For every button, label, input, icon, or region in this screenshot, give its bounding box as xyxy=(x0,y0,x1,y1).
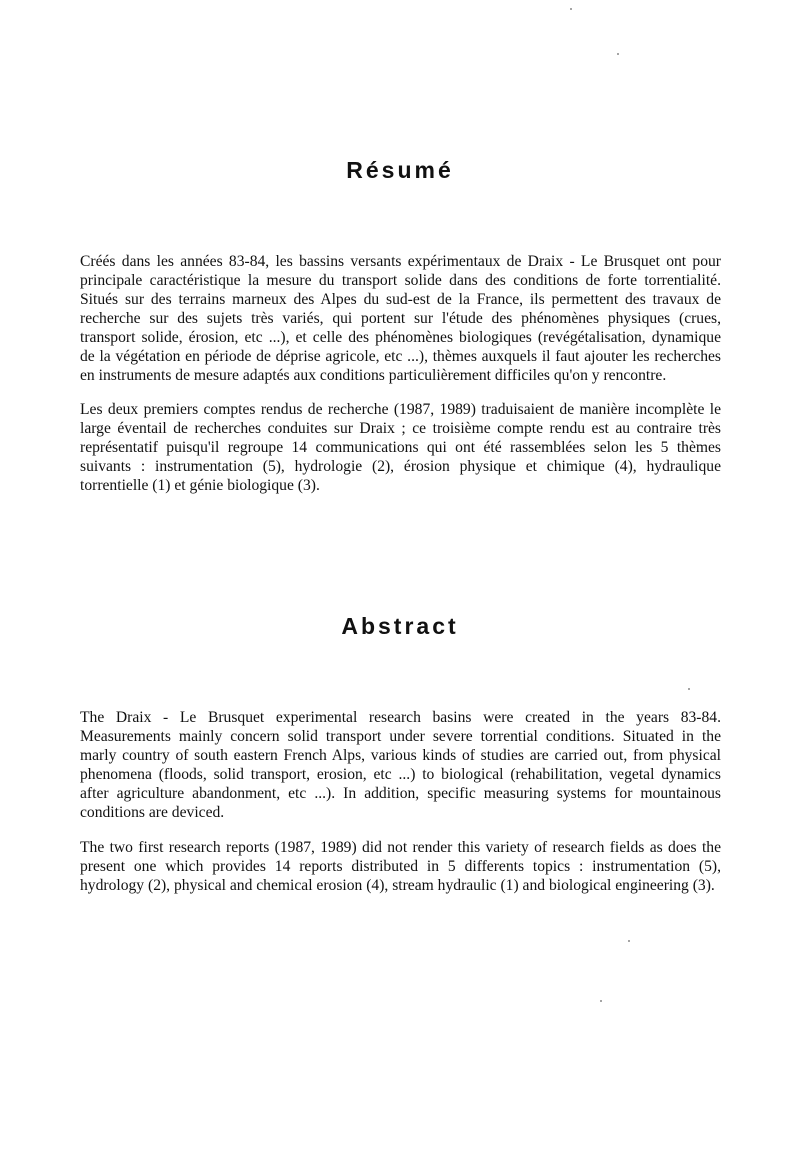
text-line: marly country of south eastern French Alps, various kinds of studies are carried out, from physical xyxy=(80,747,721,764)
text-line: Créés dans les années 83-84, les bassins versants expérimentaux de Draix - Le Brusquet ont pour xyxy=(80,253,721,270)
text-line: principale caractéristique la mesure du transport solide dans des conditions de forte torrentialité. xyxy=(80,272,721,289)
resume-paragraph-1 xyxy=(80,252,721,385)
text-line: suivants : instrumentation (5), hydrologie (2), érosion physique et chimique (4), hydraulique xyxy=(80,458,721,475)
text-line: recherche sur des sujets très variés, qui portent sur l'étude des phénomènes physiques (crues, xyxy=(80,310,721,327)
text-line: de la végétation en période de déprise agricole, etc ...), thèmes auxquels il faut ajouter les recherches xyxy=(80,348,721,365)
text-line: Measurements mainly concern solid transport under severe torrential conditions. Situated in the xyxy=(80,728,721,745)
text-line: after agriculture abandonment, etc ...). In addition, specific measuring systems for mountainous xyxy=(80,785,721,802)
text-line: conditions are deviced. xyxy=(80,804,225,821)
resume-title: Résumé xyxy=(346,157,454,183)
text-line: transport solide, érosion, etc ...), et celle des phénomènes biologiques (revégétalisation, dynamique xyxy=(80,329,721,346)
scan-speck xyxy=(600,1000,602,1002)
text-line: torrentielle (1) et génie biologique (3). xyxy=(80,477,320,494)
abstract-title: Abstract xyxy=(341,613,459,639)
resume-paragraph-2 xyxy=(80,400,721,495)
abstract-paragraph-2 xyxy=(80,838,721,895)
text-line: en instruments de mesure adaptés aux conditions particulièrement difficiles qu'on y rencontre. xyxy=(80,367,667,384)
text-line: large éventail de recherches conduites sur Draix ; ce troisième compte rendu est au contraire très xyxy=(80,420,721,437)
text-line: The Draix - Le Brusquet experimental research basins were created in the years 83-84. xyxy=(80,709,721,726)
text-line: Situés sur des terrains marneux des Alpes du sud-est de la France, ils permettent des travaux de xyxy=(80,291,721,308)
text-line: The two first research reports (1987, 1989) did not render this variety of research fields as does the xyxy=(80,839,721,856)
scan-speck xyxy=(570,8,572,10)
text-line: hydrology (2), physical and chemical erosion (4), stream hydraulic (1) and biological engineering (3). xyxy=(80,877,715,894)
scan-speck xyxy=(628,940,630,942)
text-line: représentatif puisqu'il regroupe 14 communications qui ont été rassemblées selon les 5 thèmes xyxy=(80,439,721,456)
text-line: Les deux premiers comptes rendus de recherche (1987, 1989) traduisaient de manière incomplète le xyxy=(80,401,721,418)
scan-speck xyxy=(617,53,619,55)
scan-speck xyxy=(688,688,690,690)
text-line: present one which provides 14 reports distributed in 5 differents topics : instrumentation (5), xyxy=(80,858,721,875)
abstract-paragraph-1 xyxy=(80,708,721,822)
text-line: phenomena (floods, solid transport, erosion, etc ...) to biological (rehabilitation, vegetal dynamics xyxy=(80,766,721,783)
